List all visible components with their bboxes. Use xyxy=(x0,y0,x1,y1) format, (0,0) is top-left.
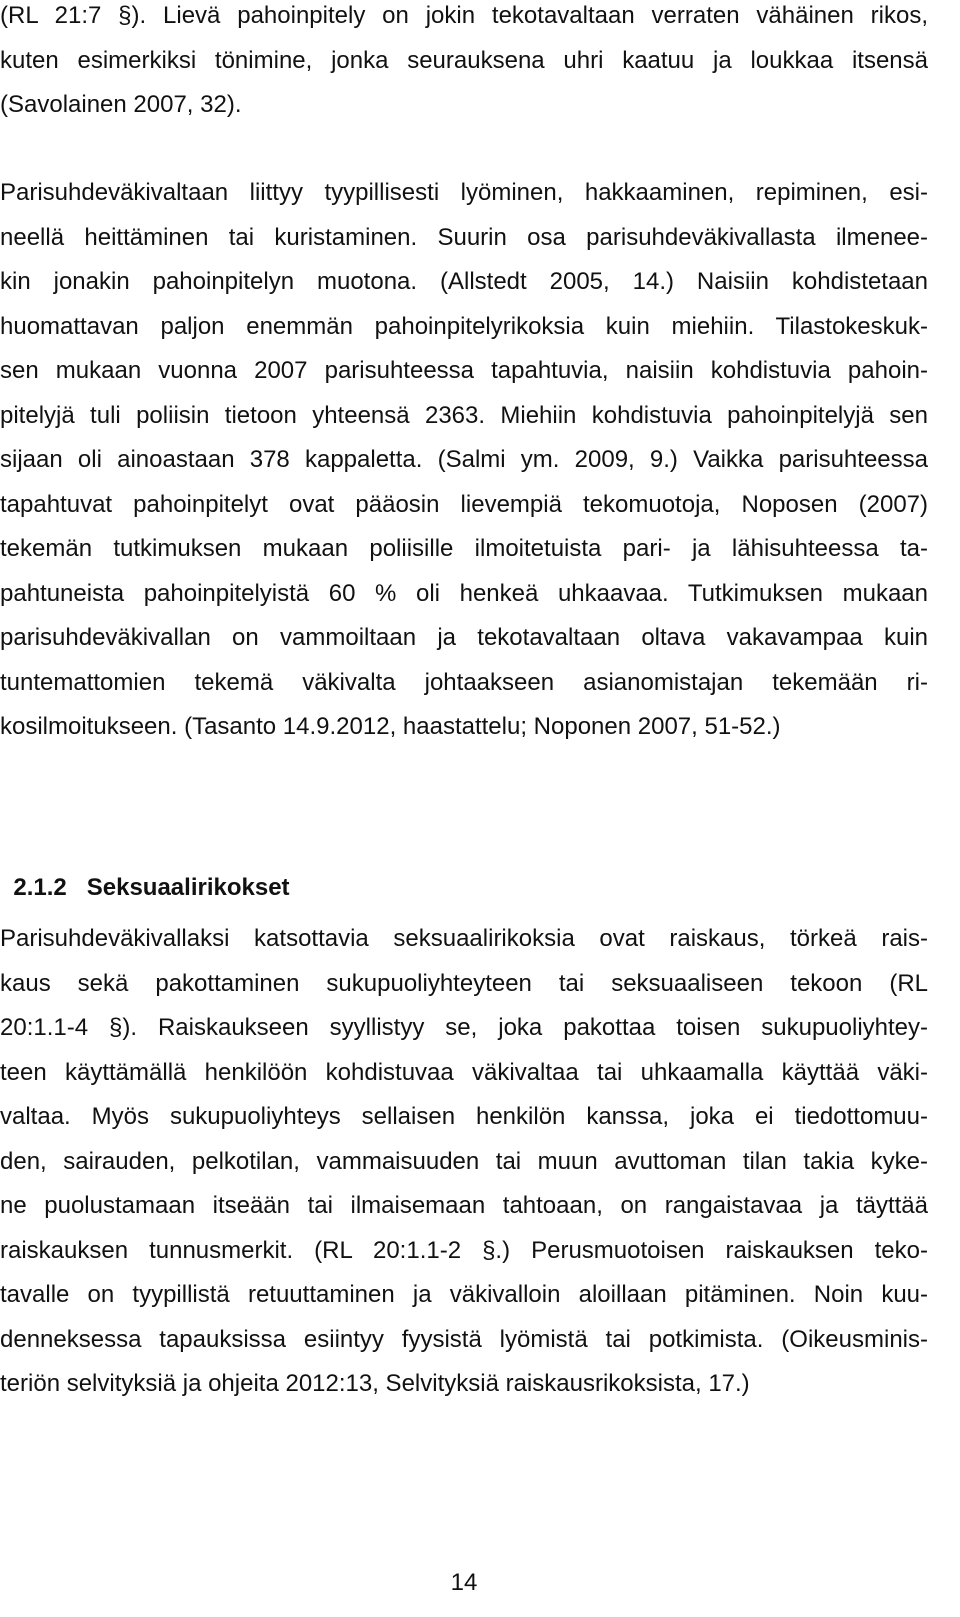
section-number: 2.1.2 xyxy=(13,874,67,901)
text-line: tuntemattomien tekemä väkivalta johtaakseen asianomistajan tekemään ri- xyxy=(0,669,928,696)
text-line: sijaan oli ainoastaan 378 kappaletta. (Salmi ym. 2009, 9.) Vaikka parisuhteessa xyxy=(0,446,928,473)
section-title: Seksuaalirikokset xyxy=(86,874,290,901)
text-line: kaus sekä pakottaminen sukupuoliyhteyteen tai seksuaaliseen tekoon (RL xyxy=(0,970,928,997)
text-line: Parisuhdeväkivallaksi katsottavia seksuaalirikoksia ovat raiskaus, törkeä rais- xyxy=(0,925,928,952)
text-line: kin jonakin pahoinpitelyn muotona. (Allstedt 2005, 14.) Naisiin kohdistetaan xyxy=(0,268,928,295)
text-line: neellä heittäminen tai kuristaminen. Suurin osa parisuhdeväkivallasta ilmenee- xyxy=(0,224,928,251)
text-line: den, sairauden, pelkotilan, vammaisuuden tai muun avuttoman tilan takia kyke- xyxy=(0,1148,928,1175)
text-line: kuten esimerkiksi tönimine, jonka seurauksena uhri kaatuu ja loukkaa itsensä xyxy=(0,47,928,74)
text-line: 20:1.1-4 §). Raiskaukseen syyllistyy se, joka pakottaa toisen sukupuoliyhtey- xyxy=(0,1014,928,1041)
text-line: (Savolainen 2007, 32). xyxy=(0,91,242,118)
text-line: kosilmoitukseen. (Tasanto 14.9.2012, haastattelu; Noponen 2007, 51-52.) xyxy=(0,713,781,740)
text-line: parisuhdeväkivallan on vammoiltaan ja tekotavaltaan oltava vakavampaa kuin xyxy=(0,624,928,651)
text-line: teen käyttämällä henkilöön kohdistuvaa väkivaltaa tai uhkaamalla käyttää väki- xyxy=(0,1059,928,1086)
text-line: denneksessa tapauksissa esiintyy fyysistä lyömistä tai potkimista. (Oikeusminis- xyxy=(0,1326,928,1353)
text-line: huomattavan paljon enemmän pahoinpitelyrikoksia kuin miehiin. Tilastokeskuk- xyxy=(0,313,928,340)
text-line: sen mukaan vuonna 2007 parisuhteessa tapahtuvia, naisiin kohdistuvia pahoin- xyxy=(0,357,928,384)
text-line: pitelyjä tuli poliisin tietoon yhteensä 2363. Miehiin kohdistuvia pahoinpitelyjä sen xyxy=(0,402,928,429)
text-line: valtaa. Myös sukupuoliyhteys sellaisen henkilön kanssa, joka ei tiedottomuu- xyxy=(0,1103,928,1130)
text-line: teriön selvityksiä ja ohjeita 2012:13, Selvityksiä raiskausrikoksista, 17.) xyxy=(0,1370,750,1397)
text-line: tekemän tutkimuksen mukaan poliisille ilmoitetuista pari- ja lähisuhteessa ta- xyxy=(0,535,928,562)
page-number: 14 xyxy=(450,1569,478,1596)
text-line: pahtuneista pahoinpitelyistä 60 % oli henkeä uhkaavaa. Tutkimuksen mukaan xyxy=(0,580,928,607)
text-line: Parisuhdeväkivaltaan liittyy tyypillisesti lyöminen, hakkaaminen, repiminen, esi- xyxy=(0,179,928,206)
text-line: tapahtuvat pahoinpitelyt ovat pääosin lievempiä tekomuotoja, Noposen (2007) xyxy=(0,491,928,518)
text-line: raiskauksen tunnusmerkit. (RL 20:1.1-2 §.) Perusmuotoisen raiskauksen teko- xyxy=(0,1237,928,1264)
text-line: ne puolustamaan itseään tai ilmaisemaan tahtoaan, on rangaistavaa ja täyttää xyxy=(0,1192,928,1219)
section-heading xyxy=(0,843,290,903)
text-line: (RL 21:7 §). Lievä pahoinpitely on jokin tekotavaltaan verraten vähäinen rikos, xyxy=(0,2,928,29)
text-line: tavalle on tyypillistä retuuttaminen ja väkivalloin aloillaan pitäminen. Noin kuu- xyxy=(0,1281,928,1308)
